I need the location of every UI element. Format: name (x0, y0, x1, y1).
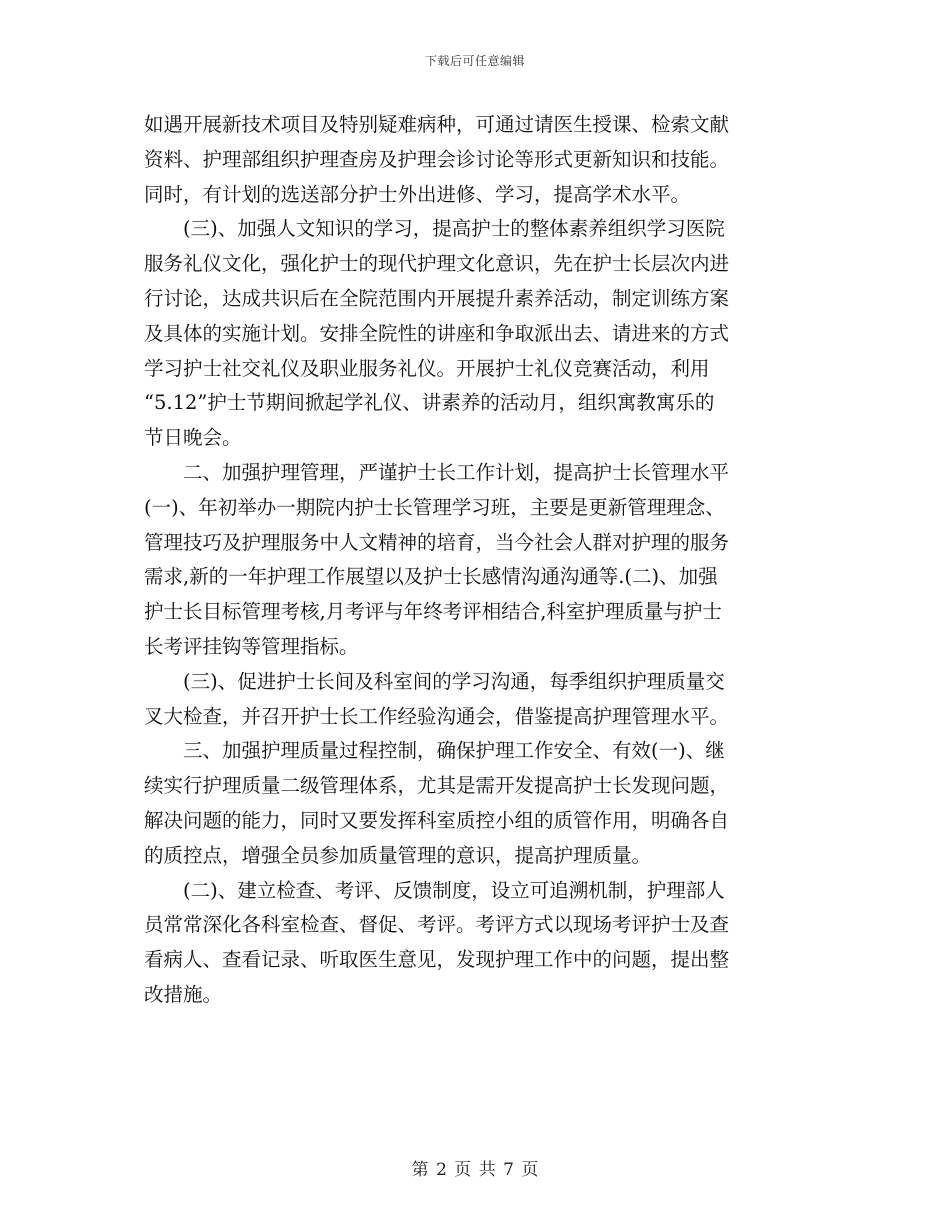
text-line: 同时，有计划的选送部分护士外出进修、学习，提高学术水平。 (144, 182, 691, 206)
document-body (144, 108, 804, 1013)
text-line: 三、加强护理质量过程控制，确保护理工作安全、有效(一)、继 (144, 739, 725, 763)
text-line: 改措施。 (144, 982, 223, 1006)
page-header-note: 下载后可任意编辑 (424, 54, 525, 68)
text-line: 服务礼仪文化，强化护士的现代护理文化意识，先在护士长层次内进 (144, 252, 730, 276)
text-line: 解决问题的能力，同时又要发挥科室质控小组的质管作用，明确各自 (144, 808, 730, 832)
text-line: “5.12”护士节期间掀起学礼仪、讲素养的活动月，组织寓教寓乐的 (144, 391, 715, 415)
page-number-footer: 第 2 页 共 7 页 (411, 1160, 539, 1180)
text-line: 需求,新的一年护理工作展望以及护士长感情沟通沟通等.(二)、加强 (144, 565, 718, 589)
text-line: 如遇开展新技术项目及特别疑难病种，可通过请医生授课、检索文献 (144, 113, 730, 136)
text-line: 学习护士社交礼仪及职业服务礼仪。开展护士礼仪竞赛活动，利用 (144, 356, 710, 380)
text-line: 的质控点，增强全员参加质量管理的意识，提高护理质量。 (144, 843, 652, 867)
text-line: 员常常深化各科室检查、督促、考评。考评方式以现场考评护士及查 (144, 913, 730, 937)
text-line: 续实行护理质量二级管理体系，尤其是需开发提高护士长发现问题， (144, 774, 730, 798)
text-line: 护士长目标管理考核,月考评与年终考评相结合,科室护理质量与护士 (144, 600, 722, 624)
text-line: (二)、建立检查、考评、反馈制度，设立可追溯机制，护理部人 (144, 878, 725, 902)
text-line: 看病人、查看记录、听取医生意见，发现护理工作中的问题，提出整 (144, 948, 730, 972)
text-line: (三)、加强人文知识的学习，提高护士的整体素养组织学习医院 (144, 217, 725, 241)
text-line: (三)、促进护士长间及科室间的学习沟通，每季组织护理质量交 (144, 669, 725, 693)
text-line: (一)、年初举办一期院内护士长管理学习班，主要是更新管理理念、 (144, 495, 725, 519)
text-line: 管理技巧及护理服务中人文精神的培育，当今社会人群对护理的服务 (144, 530, 730, 554)
text-line: 节日晚会。 (144, 426, 242, 450)
text-line: 长考评挂钩等管理指标。 (144, 634, 359, 658)
text-line: 二、加强护理管理，严谨护士长工作计划，提高护士长管理水平 (144, 460, 730, 484)
text-line: 资料、护理部组织护理查房及护理会诊讨论等形式更新知识和技能。 (144, 147, 730, 171)
text-line: 叉大检查，并召开护士长工作经验沟通会，借鉴提高护理管理水平。 (144, 704, 730, 728)
text-line: 行讨论，达成共识后在全院范围内开展提升素养活动，制定训练方案 (144, 286, 730, 310)
text-line: 及具体的实施计划。安排全院性的讲座和争取派出去、请进来的方式 (144, 321, 730, 345)
